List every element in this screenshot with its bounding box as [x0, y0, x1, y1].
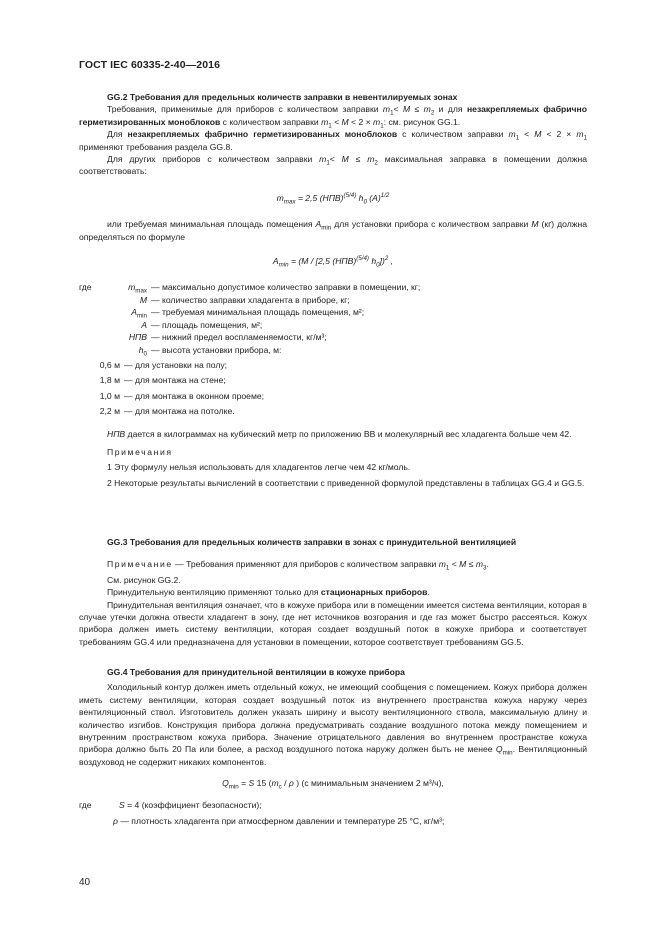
where-row: A — площадь помещения, м²; [141, 319, 263, 330]
paragraph: См. рисунок GG.2. [107, 574, 181, 585]
paragraph: Принудительную вентиляцию применяют только для стационарных приборов. [107, 587, 430, 598]
where-row: $h_0$ — высота установки прибора, м: [138, 344, 282, 358]
where-row: НПВ — нижний предел воспламеняемости, кг/м³; [128, 332, 327, 343]
height-row: 2,2 м — для монтажа на потолке. [99, 406, 235, 417]
note: Примечание — Требования применяют для приборов с количеством заправки $m_1 < M \le m_3$. [107, 559, 489, 573]
where-row: ρ — плотность хладагента при атмосферном давлении и температуре 25 °C, кг/м³; [113, 816, 445, 827]
formula-qmin: $Q_{min} = S$ 15 ($m_c$ / ρ ) (с минимальным значением 2 м³/ч), [222, 778, 444, 791]
document-header: ГОСТ IEC 60335-2-40—2016 [79, 59, 221, 71]
paragraph: НПВ дается в килограммах на кубический метр по приложению ВВ и молекулярный вес хладагента больше чем 42. [107, 428, 572, 439]
section-heading: GG.4 Требования для принудительной вентиляции в кожухе прибора [107, 667, 405, 677]
where-row: где $m_{max}$ — максимально допустимое количество заправки в помещении, кг; [79, 282, 421, 296]
height-row: 1,8 м — для монтажа на стене; [99, 375, 226, 386]
note-item: 2 Некоторые результаты вычислений в соответствии с приведенной формулой представлены в таблицах GG.4 и GG.5. [107, 477, 585, 488]
height-row: 1,0 м — для монтажа в оконном проеме; [99, 390, 265, 401]
where-row: где S = 4 (коэффициент безопасности); [79, 799, 262, 810]
formula-amin: $A_{min} = (M / [2,5$ (НПВ)$^{(5/4)}$ $h_0])^2$ , [272, 255, 394, 269]
formula-mmax: $m_{max} = 2,5$ (НПВ)$^{(5/4)}$ $h_0$ $(A)^{1/2}$ [276, 191, 390, 206]
section-heading: GG.3 Требования для предельных количеств заправки в зонах с принудительной вентиляцией [107, 537, 517, 547]
paragraph: Холодильный контур должен иметь отдельный кожух, не имеющий сообщения с помещением. Кожух прибора должен иметь систему вентиляции, которая создает воздушный поток из внутреннего пространства кожуха наружу через вентиляционный ствол. Изготовитель должен указать ширину и высоту вентиляционного ствола, максимальную длину и количество изгибов. Конструкция прибора должна предусматривать создание воздушного потока между помещением и внутренним пространством кожуха прибора. Значение отрицательного давления во внутреннем пространстве кожуха прибора должно быть 20 Па или более, а расход воздушного потока наружу должен быть не менее $Q_{min}$. Вентиляционный воздуховод не содержит никаких компонентов. [79, 682, 587, 767]
paragraph: Принудительная вентиляция означает, что в кожухе прибора или в помещении имеется система вентиляции, которая в случае утечки должна отвести хладагент в зону, где нет источников возгорания и где газ может быстро рассеяться. Кожух прибора должен иметь систему вентиляции, которая создает воздушный поток в кожухе прибора и соответствует требованиям GG.4 или предназначена для установки в помещении, которое соответствует требованиям GG.5. [79, 599, 587, 647]
section-heading: GG.2 Требования для предельных количеств заправки в невентилируемых зонах [107, 92, 458, 102]
page-number: 40 [79, 877, 91, 888]
section-gg2 [79, 91, 587, 489]
note-item: 1 Эту формулу нельзя использовать для хладагентов легче чем 42 кг/моль. [107, 462, 411, 473]
note-label: Примечания [107, 446, 173, 457]
paragraph: или требуемая минимальная площадь помещения $A_{min}$ для установки прибора с количеством заправки M (кг) должна определяться по формуле [79, 219, 587, 242]
paragraph: Требования, применимые для приборов с количеством заправки $m_1< M \le m_2$ и для незакрепляемых фабрично герметизированных моноблоков с количеством заправки $m_1 < M < 2 \times m_1$: см. рисунок GG.1. [79, 104, 587, 130]
section-gg4 [79, 666, 587, 827]
where-row: M — количество заправки хладагента в приборе, кг; [139, 294, 350, 305]
section-gg3 [79, 536, 587, 648]
height-row: 0,6 м — для установки на полу; [99, 359, 228, 370]
where-row: $A_{min}$ — требуемая минимальная площадь помещения, м²; [131, 307, 365, 320]
paragraph: Для других приборов с количеством заправки $m_1< M \le m_2$ максимальная заправка в помещении должна соответствовать: [79, 154, 588, 177]
paragraph: Для незакрепляемых фабрично герметизированных моноблоков с количеством заправки $m_1 < M < 2 \times m_1$ применяют требования раздела GG.8. [79, 129, 587, 152]
